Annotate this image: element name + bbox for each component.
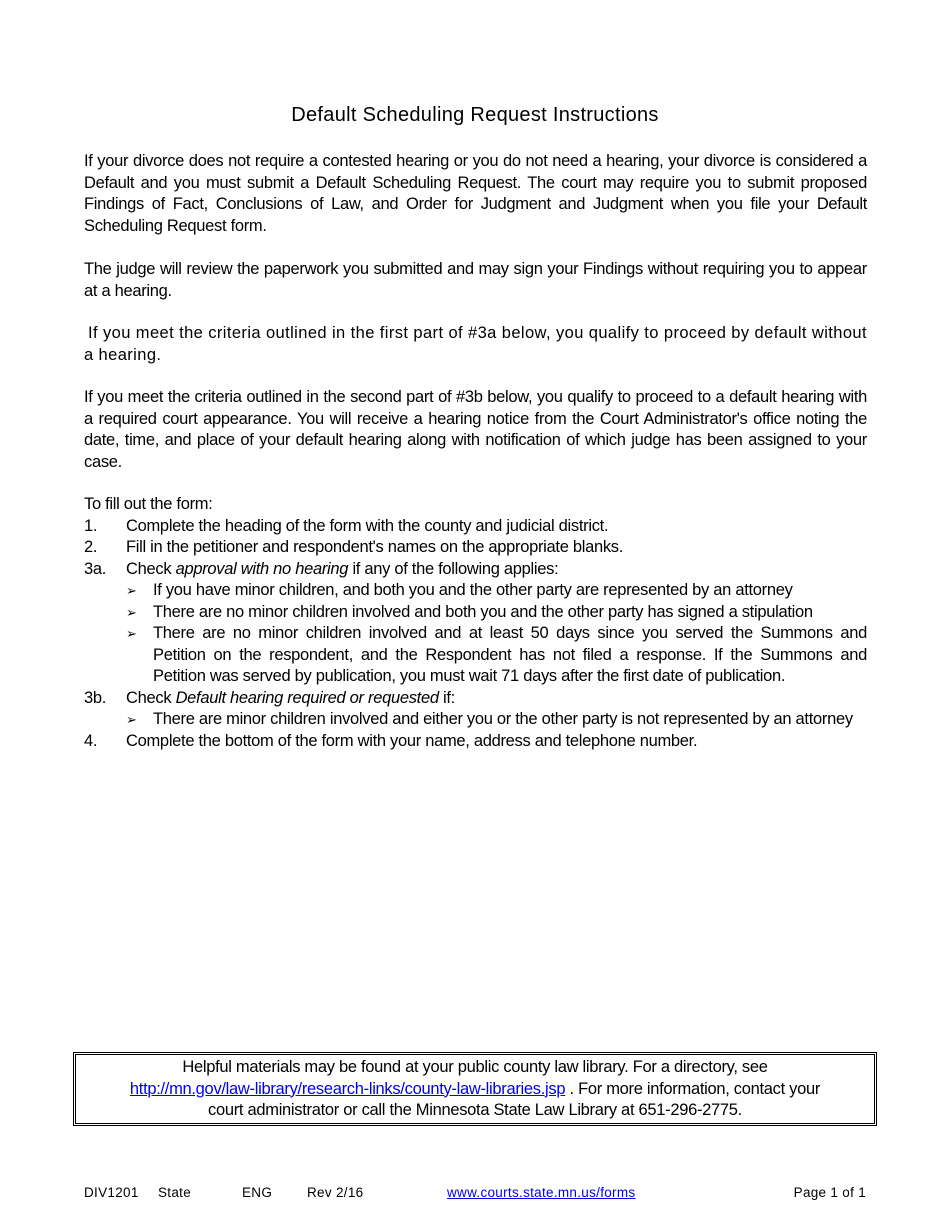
- step-text: Complete the heading of the form with the county and judicial district.: [126, 516, 609, 535]
- step-number: 2.: [84, 538, 98, 556]
- footer-form-id: DIV1201: [84, 1185, 139, 1200]
- bullet-item: ➢ If you have minor children, and both you and the other party are represented by an attorney: [126, 580, 867, 602]
- list-item: [84, 688, 867, 710]
- criteria-3a-paragraph: If you meet the criteria outlined in the first part of #3a below, you qualify to proceed by default without a hearing.: [84, 324, 867, 364]
- step-text: Check approval with no hearing if any of the following applies:: [126, 559, 559, 578]
- arrow-bullet-icon: ➢: [126, 712, 137, 727]
- footer-website-link[interactable]: www.courts.state.mn.us/forms: [447, 1185, 636, 1200]
- judge-review-paragraph: The judge will review the paperwork you submitted and may sign your Findings without requiring you to appear at a hearing.: [84, 260, 867, 300]
- step-number: 1.: [84, 516, 98, 535]
- bullet-item: ➢ There are minor children involved and either you or the other party is not represented by an attorney: [126, 709, 867, 731]
- list-item: [84, 516, 867, 538]
- intro-paragraph: If your divorce does not require a contested hearing or you do not need a hearing, your divorce is considered a Default and you must submit a Default Scheduling Request. The court may require you to submit proposed Findings of Fact, Conclusions of Law, and Order for Judgment and Judgment when you file your Default Scheduling Request form.: [84, 152, 867, 235]
- list-intro: To fill out the form:: [84, 495, 213, 513]
- step-text: Complete the bottom of the form with your name, address and telephone number.: [126, 731, 698, 750]
- help-line-1: Helpful materials may be found at your public county law library. For a directory, see: [182, 1058, 768, 1076]
- arrow-bullet-icon: ➢: [126, 583, 137, 598]
- help-box: [73, 1052, 877, 1126]
- page-title: Default Scheduling Request Instructions: [291, 104, 659, 126]
- instructions-list: [84, 494, 867, 752]
- list-item: [84, 559, 867, 581]
- criteria-3b-paragraph: If you meet the criteria outlined in the second part of #3b below, you qualify to proceed to a default hearing with a required court appearance. You will receive a hearing notice from the Court Administrator's office noting the date, time, and place of your default hearing along with notification of which judge has been assigned to your case.: [84, 388, 867, 471]
- step-number: 4.: [84, 731, 98, 750]
- step-text: Check Default hearing required or requested if:: [126, 688, 455, 707]
- footer-language: ENG: [242, 1185, 273, 1200]
- list-item: [84, 731, 867, 753]
- arrow-bullet-icon: ➢: [126, 604, 137, 620]
- arrow-bullet-icon: ➢: [126, 626, 137, 641]
- bullet-item: ➢ There are no minor children involved and at least 50 days since you served the Summons and Petition on the respondent, and the Respondent has not filed a response. If the Summons and Petition was served by publication, you must wait 71 days after the first date of publication.: [126, 623, 867, 688]
- footer-revision: Rev 2/16: [307, 1185, 364, 1200]
- footer-page-number: Page 1 of 1: [793, 1185, 866, 1200]
- bullet-item: ➢ There are no minor children involved and both you and the other party has signed a stipulation: [126, 602, 867, 624]
- step-number: 3b.: [84, 688, 107, 707]
- footer-scope: State: [158, 1185, 192, 1200]
- help-line-2: . For more information, contact your: [565, 1079, 821, 1098]
- step-text: Fill in the petitioner and respondent's names on the appropriate blanks.: [126, 538, 624, 556]
- help-line-3: court administrator or call the Minnesota State Law Library at 651-296-2775.: [208, 1101, 742, 1119]
- law-library-link[interactable]: http://mn.gov/law-library/research-links/county-law-libraries.jsp: [129, 1079, 566, 1098]
- list-item: [84, 537, 867, 559]
- step-number: 3a.: [84, 559, 107, 578]
